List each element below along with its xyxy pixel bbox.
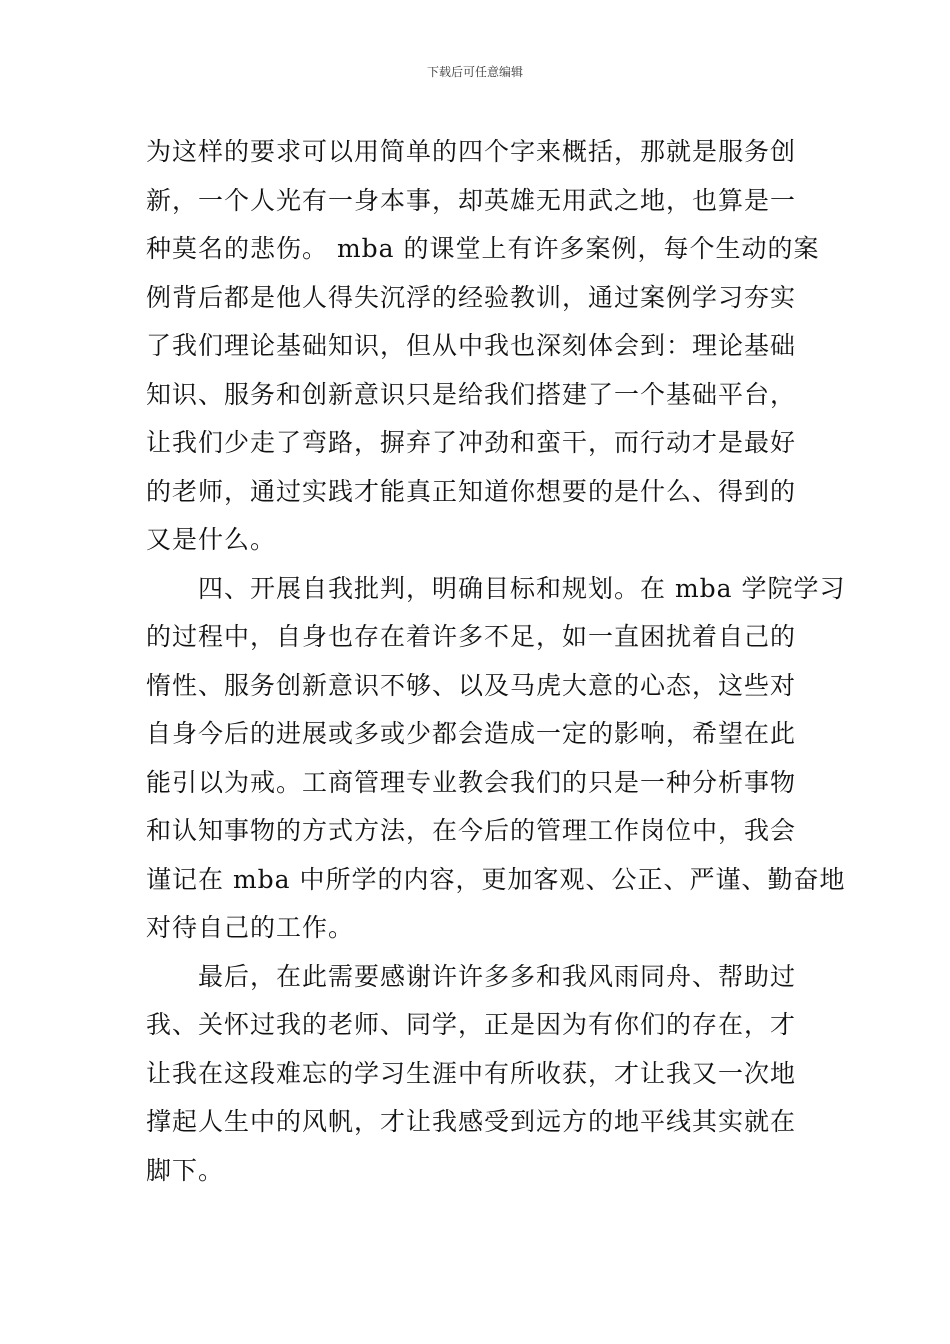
text-line: 了我们理论基础知识，但从中我也深刻体会到：理论基础	[146, 331, 797, 360]
text-line: 新，一个人光有一身本事，却英雄无用武之地，也算是一	[146, 185, 797, 215]
text-line: 谨记在 mba 中所学的内容，更加客观、公正、严谨、勤奋地	[146, 864, 846, 894]
paragraph	[146, 128, 820, 565]
page-header: 下载后可任意编辑	[426, 65, 523, 79]
text-line: 惰性、服务创新意识不够、以及马虎大意的心态，这些对	[146, 670, 797, 700]
text-line: 四、开展自我批判，明确目标和规划。在 mba 学院学习	[198, 573, 846, 603]
text-line: 最后，在此需要感谢许许多多和我风雨同舟、帮助过	[198, 961, 797, 991]
text-line: 脚下。	[146, 1155, 225, 1185]
text-line: 自身今后的进展或多或少都会造成一定的影响，希望在此	[146, 719, 797, 748]
text-line: 撑起人生中的风帆，才让我感受到远方的地平线其实就在	[146, 1107, 797, 1136]
text-line: 为这样的要求可以用简单的四个字来概括，那就是服务创	[146, 137, 797, 166]
text-line: 种莫名的悲伤。 mba 的课堂上有许多案例，每个生动的案	[146, 234, 820, 263]
text-line: 知识、服务和创新意识只是给我们搭建了一个基础平台，	[146, 379, 797, 409]
text-line: 能引以为戒。工商管理专业教会我们的只是一种分析事物	[146, 767, 797, 797]
text-line: 让我们少走了弯路，摒弃了冲劲和蛮干，而行动才是最好	[146, 428, 797, 457]
text-line: 对待自己的工作。	[146, 913, 355, 942]
text-line: 的老师，通过实践才能真正知道你想要的是什么、得到的	[146, 476, 797, 506]
text-line: 我、关怀过我的老师、同学，正是因为有你们的存在，才	[146, 1010, 797, 1039]
document-body	[146, 128, 846, 1195]
text-line: 又是什么。	[146, 525, 277, 554]
text-line: 让我在这段难忘的学习生涯中有所收获，才让我又一次地	[146, 1058, 797, 1088]
paragraph	[146, 565, 846, 953]
text-line: 和认知事物的方式方法，在今后的管理工作岗位中，我会	[146, 816, 797, 845]
text-line: 例背后都是他人得失沉浮的经验教训，通过案例学习夯实	[146, 282, 797, 312]
paragraph	[146, 953, 808, 1196]
text-line: 的过程中，自身也存在着许多不足，如一直困扰着自己的	[146, 622, 797, 651]
